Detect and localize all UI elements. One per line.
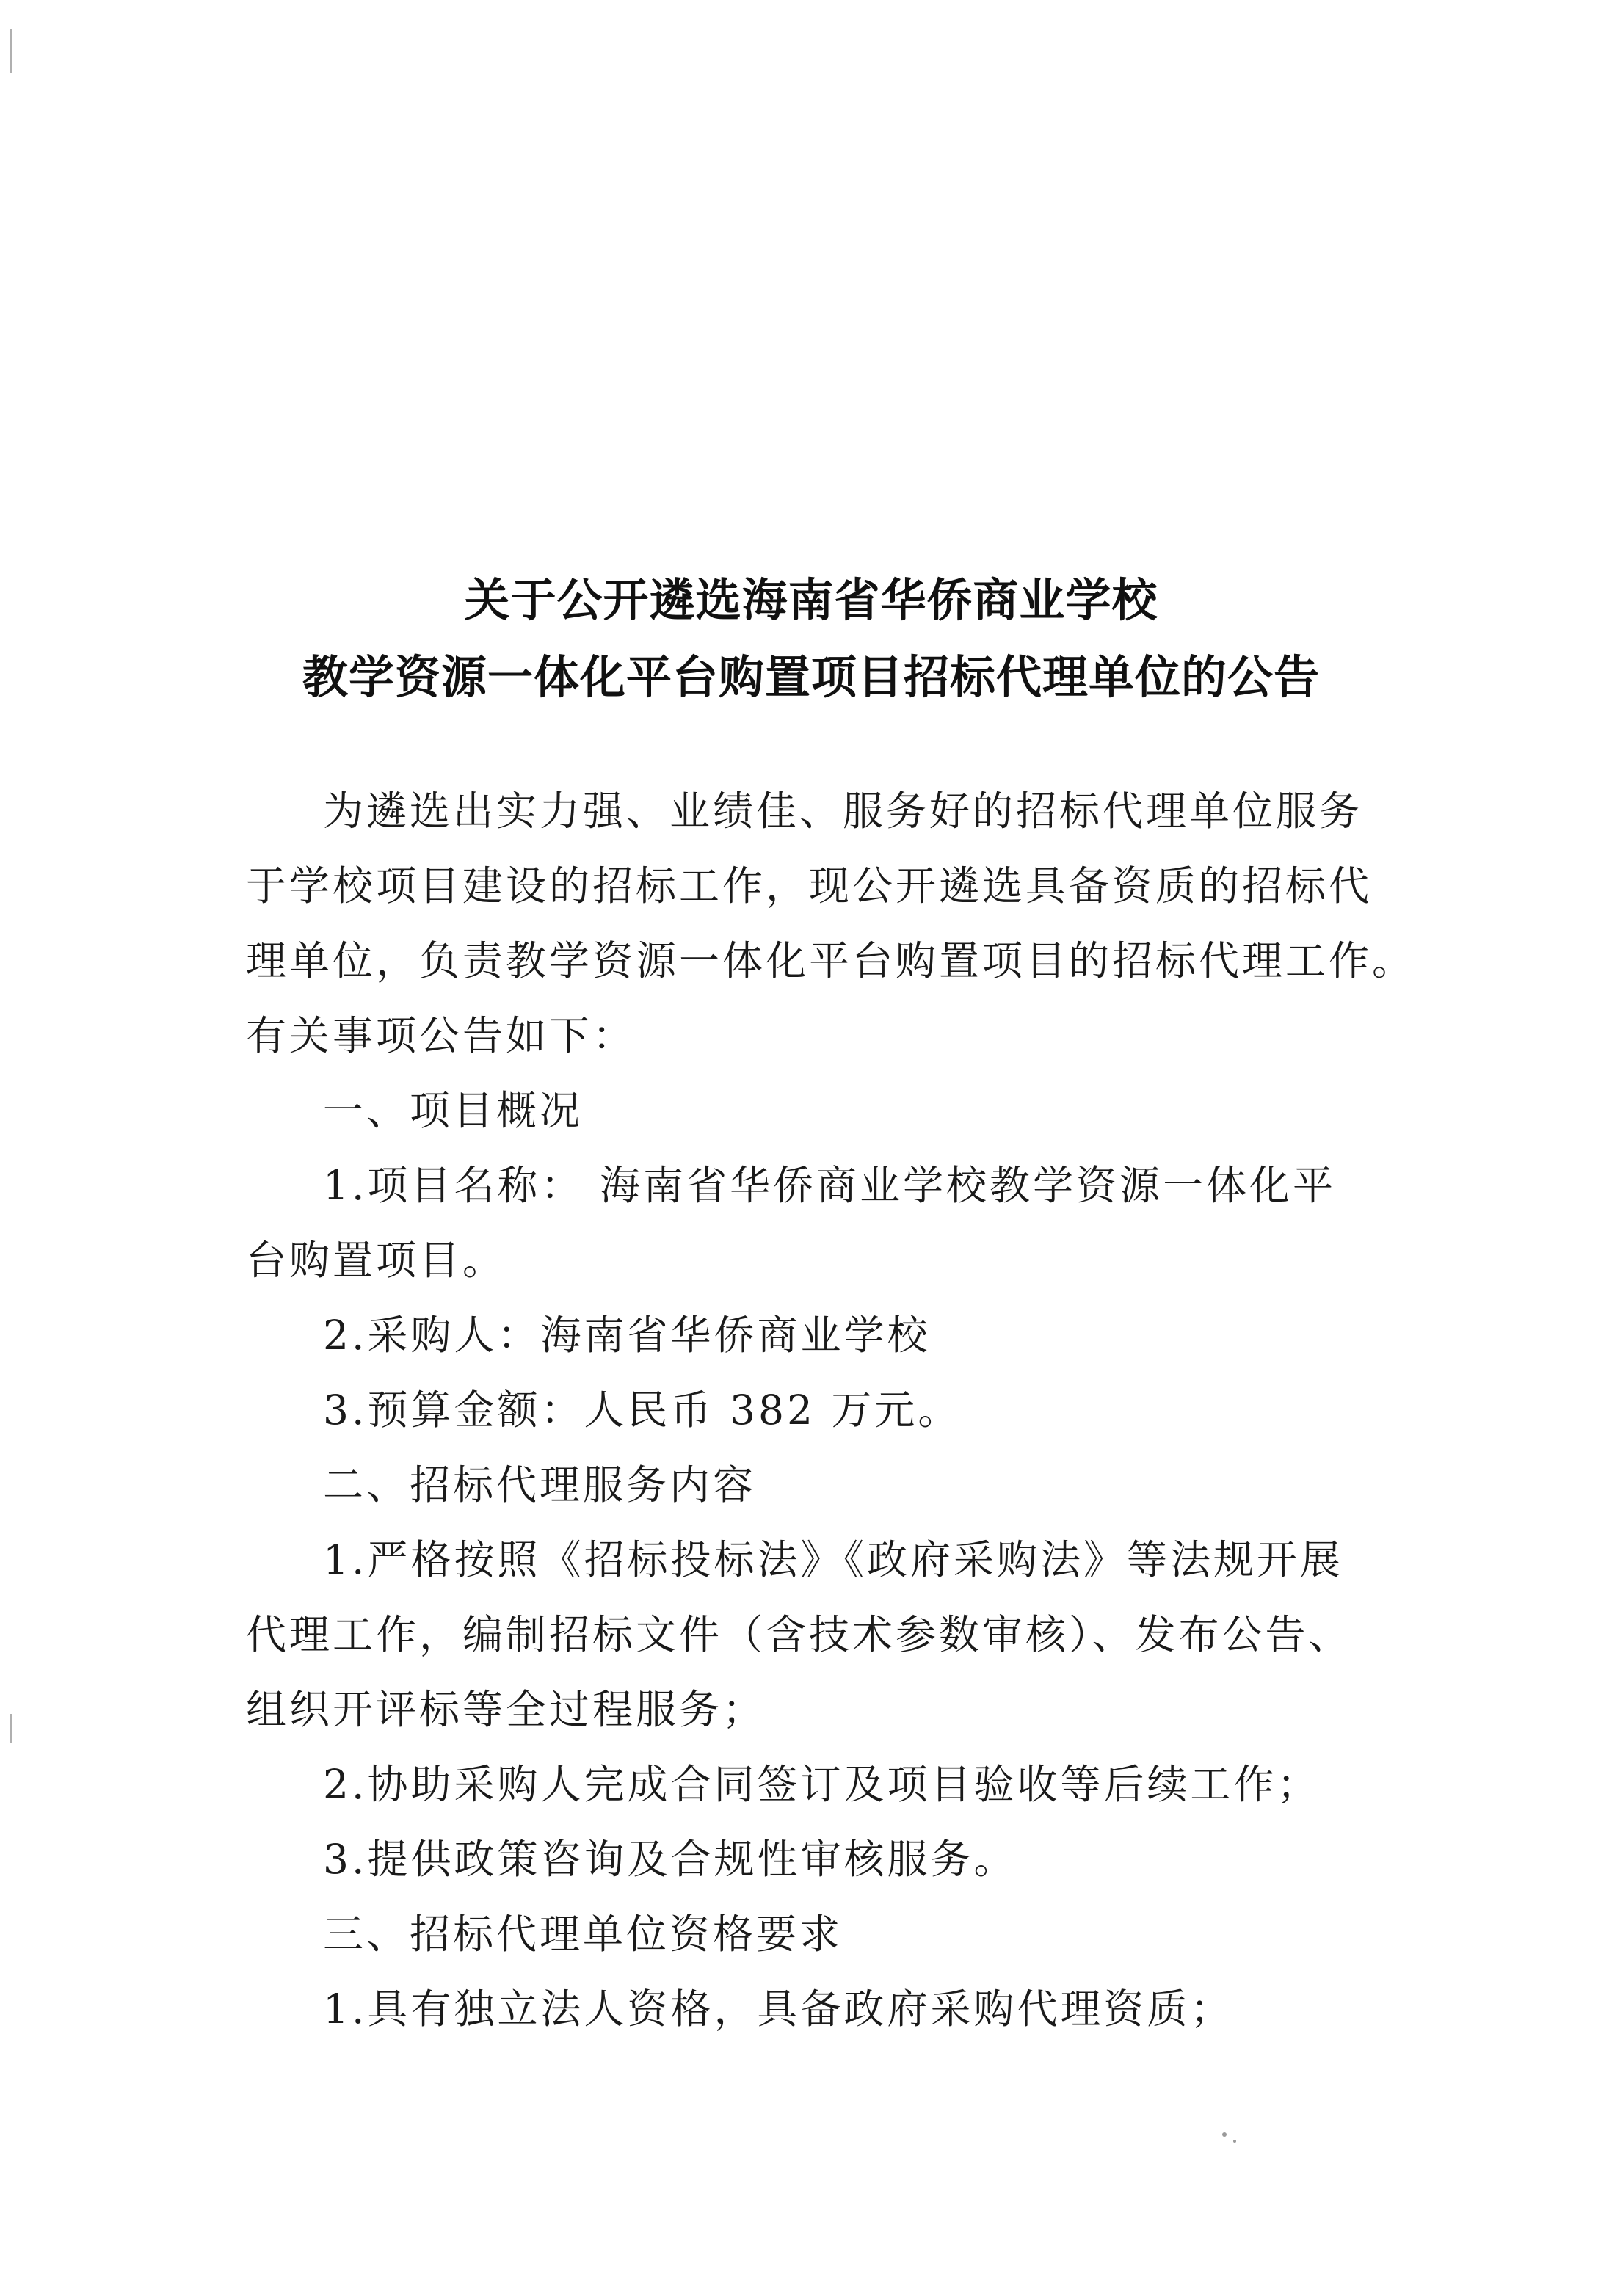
section-3-heading: 三、招标代理单位资格要求 bbox=[323, 1911, 843, 1958]
section-1-item-1: 1.项目名称： 海南省华侨商业学校教学资源一体化平 bbox=[323, 1162, 1336, 1209]
section-2-item-3: 3.提供政策咨询及合规性审核服务。 bbox=[323, 1836, 1017, 1883]
section-2-item-1-cont-b: 组织开评标等全过程服务； bbox=[246, 1686, 766, 1733]
intro-line-4: 有关事项公告如下： bbox=[246, 1012, 636, 1059]
scan-speck bbox=[1233, 2140, 1236, 2143]
section-1-heading: 一、项目概况 bbox=[323, 1087, 584, 1134]
section-1-item-3: 3.预算金额：人民币 382 万元。 bbox=[323, 1387, 962, 1434]
scan-speck bbox=[1222, 2132, 1227, 2137]
section-2-item-1: 1.严格按照《招标投标法》《政府采购法》等法规开展 bbox=[323, 1536, 1343, 1583]
document-title-line-2: 教学资源一体化平台购置项目招标代理单位的公告 bbox=[302, 650, 1320, 704]
intro-line-2: 于学校项目建设的招标工作，现公开遴选具备资质的招标代 bbox=[246, 862, 1373, 909]
section-2-item-1-cont-a: 代理工作，编制招标文件（含技术参数审核）、发布公告、 bbox=[246, 1611, 1352, 1658]
section-1-item-1-cont: 台购置项目。 bbox=[246, 1237, 506, 1284]
scan-margin-mark bbox=[10, 29, 12, 73]
section-1-item-2: 2.采购人：海南省华侨商业学校 bbox=[323, 1312, 931, 1359]
intro-line-1: 为遴选出实力强、业绩佳、服务好的招标代理单位服务 bbox=[323, 788, 1363, 835]
section-2-item-2: 2.协助采购人完成合同签订及项目验收等后续工作； bbox=[323, 1761, 1321, 1808]
intro-line-3: 理单位，负责教学资源一体化平台购置项目的招标代理工作。 bbox=[246, 937, 1416, 984]
document-title-line-1: 关于公开遴选海南省华侨商业学校 bbox=[464, 573, 1158, 627]
scan-margin-mark bbox=[10, 1714, 12, 1743]
section-2-heading: 二、招标代理服务内容 bbox=[323, 1461, 757, 1508]
section-3-item-1: 1.具有独立法人资格，具备政府采购代理资质； bbox=[323, 1986, 1234, 2032]
